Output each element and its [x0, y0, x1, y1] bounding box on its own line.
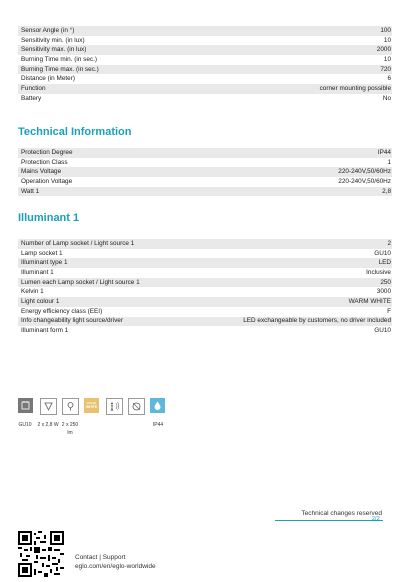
spec-label: Light colour 1 [18, 297, 205, 307]
spec-label: Kelvin 1 [21, 288, 44, 296]
lamp-socket-icon [18, 398, 33, 413]
spec-label: Battery [21, 94, 42, 102]
spec-row [18, 158, 392, 168]
protection-class-icon [128, 398, 145, 415]
spec-value: 220-240V,50/60Hz [338, 177, 391, 185]
icon-label-ip44: IP44 [152, 422, 164, 428]
spec-value: F [387, 307, 391, 315]
spec-row [18, 177, 392, 187]
spec-label: Sensitivity max. (in lux) [18, 45, 205, 55]
spec-row [18, 317, 392, 327]
spec-value: 10 [383, 55, 391, 63]
icon-label-socket: GU10 [18, 422, 32, 428]
spec-value: 100 [205, 26, 392, 36]
spec-label: Lumen each Lamp socket / Light source 1 [18, 278, 205, 288]
spec-row [18, 65, 392, 75]
spec-row [18, 297, 392, 307]
spec-row [18, 26, 392, 36]
contact-support-link[interactable]: Contact | Support [75, 554, 126, 561]
spec-value: IP44 [205, 148, 392, 158]
spec-value: 2,8 [205, 187, 392, 197]
spec-row [18, 55, 392, 65]
spec-label: Illuminant type 1 [18, 258, 205, 268]
lumen-icon [62, 398, 79, 415]
spec-label: Sensor Angle (in °) [18, 26, 205, 36]
spec-label: Illuminant form 1 [21, 327, 69, 335]
spec-row [18, 307, 392, 317]
sensor-table [18, 26, 392, 104]
technical-table-wrapper [18, 148, 392, 196]
spec-value: LED exchangeable by customers, no driver included [205, 317, 392, 327]
contact-block [75, 553, 156, 571]
website-link[interactable]: eglo.com/en/eglo-worldwide [75, 563, 156, 570]
spec-label: Sensitivity min. (in lux) [21, 36, 85, 44]
spec-label: Lamp socket 1 [21, 249, 63, 257]
page-number: 2/2 [372, 516, 380, 522]
spec-row [18, 45, 392, 55]
spec-row [18, 74, 392, 84]
white-text: WHITE [85, 405, 98, 410]
technical-changes-note: Technical changes reserved [301, 510, 382, 517]
spec-label: Mains Voltage [18, 167, 205, 177]
spec-value: 2 [205, 239, 392, 249]
motion-sensor-icon [106, 398, 123, 415]
sensor-table-wrapper [18, 26, 392, 104]
spec-row [18, 239, 392, 249]
spec-row [18, 268, 392, 278]
spec-label: Energy efficiency class (EEI) [21, 307, 103, 315]
illuminant-table-wrapper [18, 239, 392, 336]
spec-label: Burning Time min. (in sec.) [21, 55, 98, 63]
spec-row [18, 148, 392, 158]
technical-table [18, 148, 392, 196]
qr-code[interactable] [18, 531, 64, 577]
icon-label-wattage: 2 x 2,8 W [37, 422, 59, 428]
spec-label: Protection Class [21, 158, 68, 166]
spec-label: Watt 1 [18, 187, 205, 197]
spec-value: GU10 [374, 249, 391, 257]
spec-value: 2000 [205, 45, 392, 55]
spec-row [18, 167, 392, 177]
spec-value: 10 [383, 36, 391, 44]
spec-label: Number of Lamp socket / Light source 1 [18, 239, 205, 249]
spec-label: Protection Degree [18, 148, 205, 158]
spec-value: 1 [387, 158, 391, 166]
spec-label: Operation Voltage [21, 177, 73, 185]
warm-white-icon [84, 398, 99, 413]
spec-row [18, 249, 392, 259]
spec-value: 220-240V,50/60Hz [205, 167, 392, 177]
spec-value: 6 [387, 75, 391, 83]
spec-value: 3000 [376, 288, 391, 296]
spec-row [18, 94, 392, 104]
spec-value: No [382, 94, 391, 102]
spec-row [18, 258, 392, 268]
spec-value: 250 [205, 278, 392, 288]
spec-row [18, 287, 392, 297]
warm-text: WARM [86, 400, 97, 405]
spec-value: GU10 [374, 327, 391, 335]
spec-value: WARM WHITE [205, 297, 392, 307]
icon-label-lumen: 2 x 250 lm [61, 422, 79, 436]
illuminant-table [18, 239, 392, 336]
spec-label: Info changeability light source/driver [18, 317, 205, 327]
spec-value: 720 [205, 65, 392, 75]
bulb-wattage-icon [40, 398, 57, 415]
spec-row [18, 278, 392, 288]
spec-label: Illuminant 1 [21, 268, 54, 276]
spec-value: LED [205, 258, 392, 268]
spec-label: Function [18, 84, 205, 94]
illuminant-heading: Illuminant 1 [18, 212, 80, 224]
spec-row [18, 36, 392, 46]
spec-label: Burning Time max. (in sec.) [18, 65, 205, 75]
spec-row [18, 326, 392, 336]
spec-label: Distance (in Meter) [21, 75, 75, 83]
spec-row [18, 84, 392, 94]
ip44-drop-icon [150, 398, 165, 413]
spec-row [18, 187, 392, 197]
spec-value: corner mounting possible [205, 84, 392, 94]
spec-value: Inclusive [366, 268, 391, 276]
footer-divider [275, 520, 383, 521]
technical-information-heading: Technical Information [18, 126, 132, 138]
